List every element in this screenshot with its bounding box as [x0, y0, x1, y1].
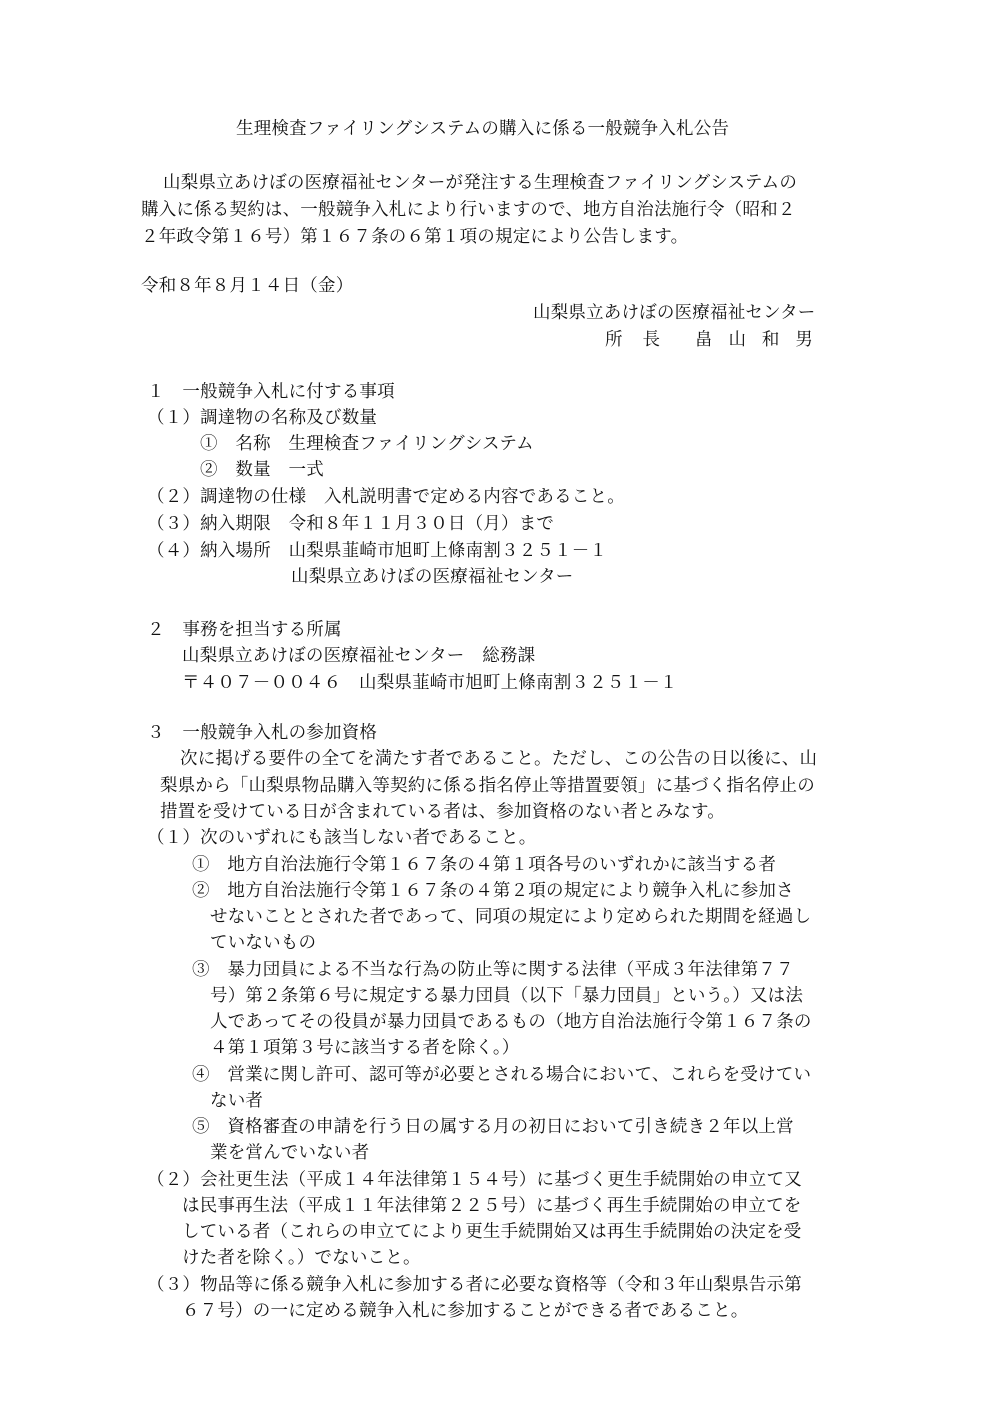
intro-line: 山梨県立あけぼの医療福祉センターが発注する生理検査ファイリングシステムの: [163, 173, 798, 193]
section3-item2-cont: している者（これらの申立てにより更生手続開始又は再生手続開始の決定を受: [182, 1222, 802, 1242]
section1-item1-quantity: ② 数量 一式: [200, 460, 324, 480]
section3-item2: （２）会社更生法（平成１４年法律第１５４号）に基づく更生手続開始の申立て又: [147, 1170, 802, 1190]
intro-line: 購入に係る契約は、一般競争入札により行いますので、地方自治法施行令（昭和２: [141, 200, 796, 220]
section1-item4: （４）納入場所 山梨県韮崎市旭町上條南割３２５１－１: [147, 541, 608, 561]
section3-item1-sub2-cont: ていないもの: [210, 933, 317, 953]
section1-item1-label: （１）調達物の名称及び数量: [147, 408, 378, 428]
section3-intro-line: 次に掲げる要件の全てを満たす者であること。ただし、この公告の日以後に、山: [180, 749, 818, 769]
issuer-name: 畠 山 和 男: [695, 330, 814, 350]
section3-item3: （３）物品等に係る競争入札に参加する者に必要な資格等（令和３年山梨県告示第: [147, 1275, 802, 1295]
section3-item1-label: （１）次のいずれにも該当しない者であること。: [147, 828, 537, 848]
issuer-position: 所 長: [605, 330, 661, 350]
section3-item1-sub4: ④ 営業に関し許可、認可等が必要とされる場合において、これらを受けてい: [192, 1065, 812, 1085]
section3-item1-sub3-cont: ４第１項第３号に該当する者を除く。）: [210, 1038, 520, 1058]
section3-item1-sub3-cont: 号）第２条第６号に規定する暴力団員（以下「暴力団員」という。）又は法: [210, 986, 804, 1006]
section3-item1-sub5-cont: 業を営んでいない者: [210, 1143, 370, 1163]
section3-heading: ３ 一般競争入札の参加資格: [147, 723, 378, 743]
issue-date: 令和８年８月１４日（金）: [141, 276, 354, 296]
section3-item1-sub1: ① 地方自治法施行令第１６７条の４第１項各号のいずれかに該当する者: [192, 855, 777, 875]
section3-intro-line: 措置を受けている日が含まれている者は、参加資格のない者とみなす。: [160, 802, 725, 822]
section2-heading: ２ 事務を担当する所属: [147, 620, 342, 640]
intro-line: ２年政令第１６号）第１６７条の６第１項の規定により公告します。: [141, 227, 689, 247]
section1-item3: （３）納入期限 令和８年１１月３０日（月）まで: [147, 514, 555, 534]
section3-item1-sub5: ⑤ 資格審査の申請を行う日の属する月の初日において引き続き２年以上営: [192, 1117, 794, 1137]
section3-item2-cont: は民事再生法（平成１１年法律第２２５号）に基づく再生手続開始の申立てを: [182, 1196, 802, 1216]
document-title: 生理検査ファイリングシステムの購入に係る一般競争入札公告: [236, 119, 730, 139]
section2-address: 〒４０７－００４６ 山梨県韮崎市旭町上條南割３２５１－１: [182, 673, 678, 693]
section1-item2: （２）調達物の仕様 入札説明書で定める内容であること。: [147, 487, 625, 507]
section1-item1-name: ① 名称 生理検査ファイリングシステム: [200, 434, 534, 454]
section3-item1-sub3-cont: 人であってその役員が暴力団員であるもの（地方自治法施行令第１６７条の: [210, 1012, 812, 1032]
section3-item1-sub4-cont: ない者: [210, 1091, 264, 1111]
section3-item1-sub3: ③ 暴力団員による不当な行為の防止等に関する法律（平成３年法律第７７: [192, 960, 794, 980]
section3-item1-sub2: ② 地方自治法施行令第１６７条の４第２項の規定により競争入札に参加さ: [192, 881, 794, 901]
section3-item3-cont: ６７号）の一に定める競争入札に参加することができる者であること。: [182, 1301, 749, 1321]
section3-item2-cont: けた者を除く。）でないこと。: [182, 1248, 421, 1268]
issuer-org: 山梨県立あけぼの医療福祉センター: [533, 303, 816, 323]
section3-item1-sub2-cont: せないこととされた者であって、同項の規定により定められた期間を経過し: [210, 907, 812, 927]
section2-dept: 山梨県立あけぼの医療福祉センター 総務課: [182, 646, 536, 666]
section1-heading: １ 一般競争入札に付する事項: [147, 382, 395, 402]
section1-item4-place: 山梨県立あけぼの医療福祉センター: [291, 567, 574, 587]
section3-intro-line: 梨県から「山梨県物品購入等契約に係る指名停止等措置要領」に基づく指名停止の: [160, 776, 815, 796]
